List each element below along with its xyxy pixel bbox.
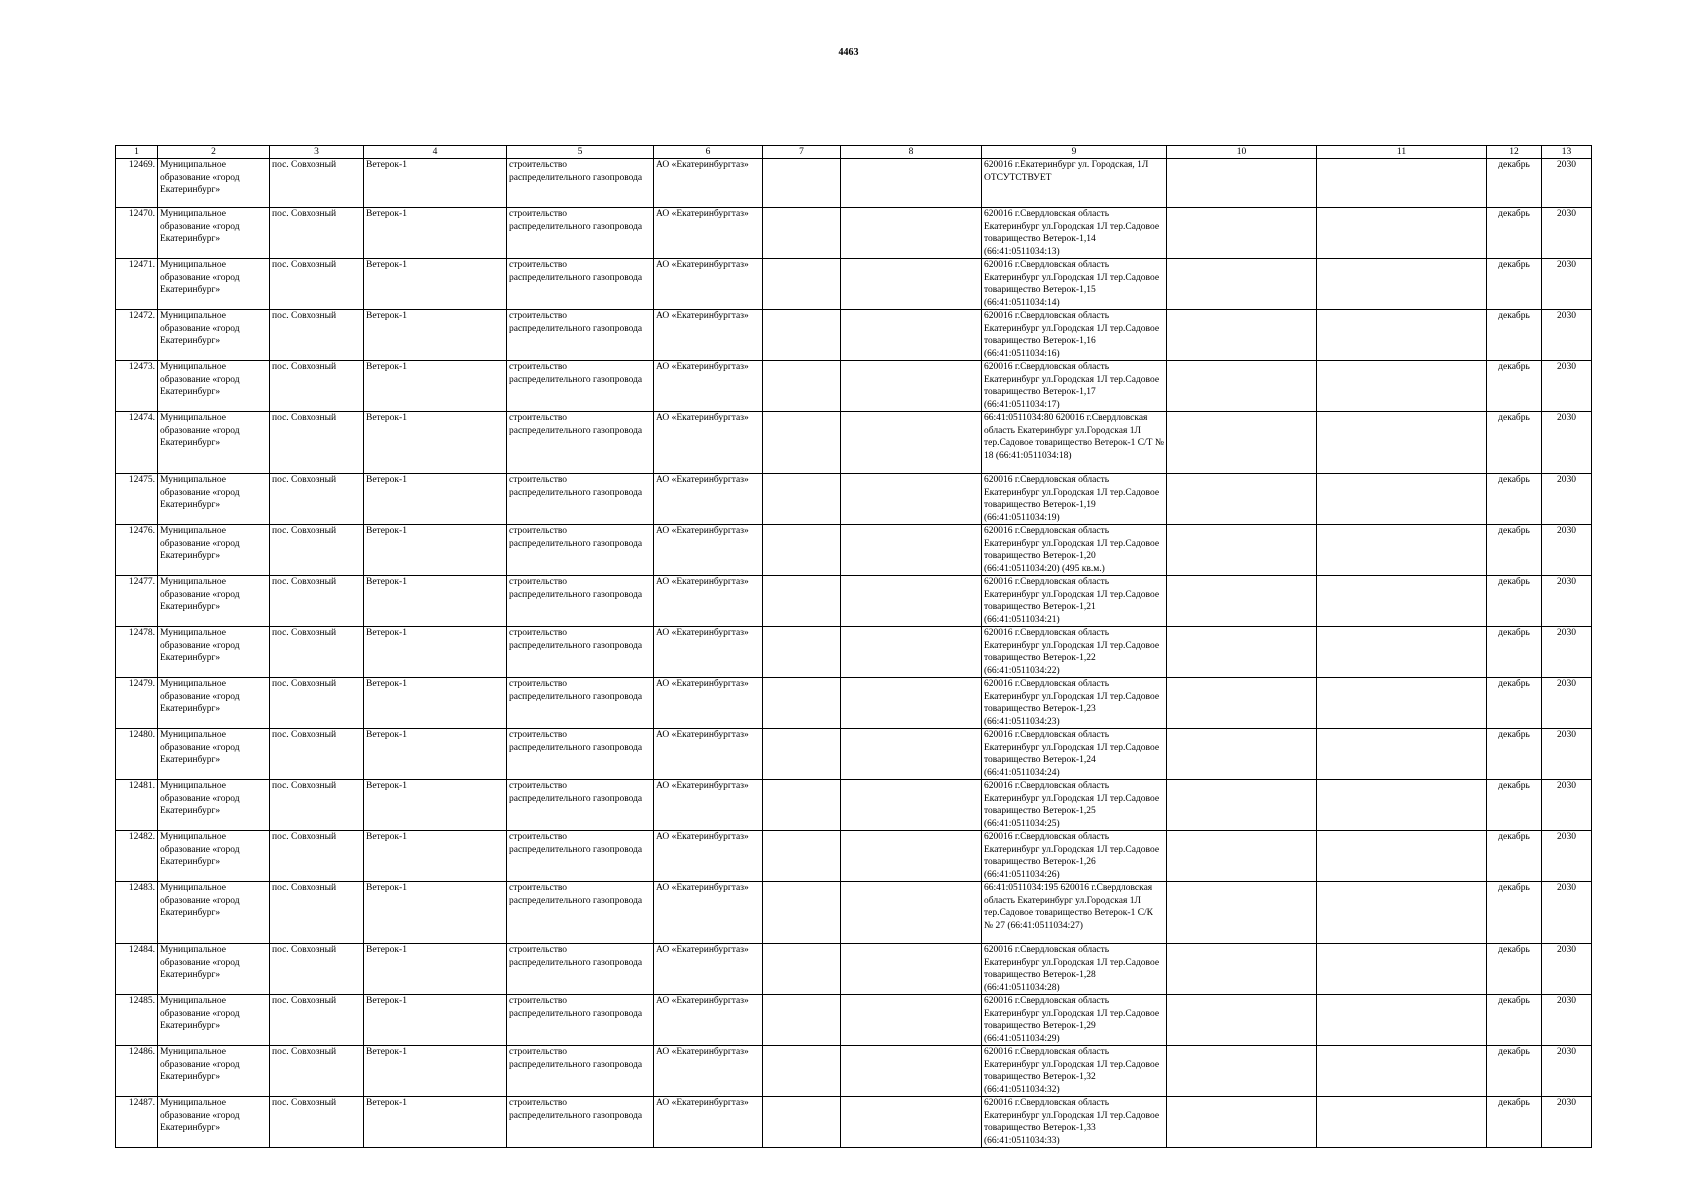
col-7-cell [763, 259, 841, 310]
work-type-cell: строительство распределительного газопровода [507, 1046, 654, 1097]
row-number-cell: 12487. [116, 1097, 158, 1148]
municipality-cell: Муниципальное образование «город Екатеринбург» [158, 474, 270, 525]
col-7-cell [763, 678, 841, 729]
municipality-cell: Муниципальное образование «город Екатеринбург» [158, 729, 270, 780]
col-8-cell [841, 361, 982, 412]
registry-table [115, 145, 1592, 1148]
column-header: 11 [1317, 146, 1487, 159]
col-8-cell [841, 310, 982, 361]
col-11-cell [1317, 831, 1487, 882]
col-10-cell [1167, 474, 1317, 525]
column-header: 1 [116, 146, 158, 159]
col-11-cell [1317, 576, 1487, 627]
table-row [116, 310, 1592, 361]
organization-cell: АО «Екатеринбургтаз» [654, 627, 763, 678]
col-8-cell [841, 259, 982, 310]
month-cell: декабрь [1487, 944, 1542, 995]
municipality-cell: Муниципальное образование «город Екатеринбург» [158, 678, 270, 729]
work-type-cell: строительство распределительного газопровода [507, 259, 654, 310]
work-type-cell: строительство распределительного газопровода [507, 882, 654, 944]
month-cell: декабрь [1487, 361, 1542, 412]
settlement-cell: пос. Совхозный [270, 627, 364, 678]
col-10-cell [1167, 882, 1317, 944]
col-7-cell [763, 995, 841, 1046]
col-8-cell [841, 208, 982, 259]
row-number-cell: 12479. [116, 678, 158, 729]
col-8-cell [841, 678, 982, 729]
col-7-cell [763, 412, 841, 474]
table-row [116, 474, 1592, 525]
territory-cell: Ветерок-1 [364, 944, 507, 995]
organization-cell: АО «Екатеринбургтаз» [654, 159, 763, 208]
col-8-cell [841, 159, 982, 208]
organization-cell: АО «Екатеринбургтаз» [654, 944, 763, 995]
table-row [116, 678, 1592, 729]
col-10-cell [1167, 1097, 1317, 1148]
settlement-cell: пос. Совхозный [270, 412, 364, 474]
address-cell: 66:41:0511034:195 620016 г.Свердловская область Екатеринбург ул.Городская 1Л тер.Садовое товарищество Ветерок-1 С/К № 27 (66:41:0511034:27) [982, 882, 1167, 944]
territory-cell: Ветерок-1 [364, 995, 507, 1046]
col-11-cell [1317, 627, 1487, 678]
work-type-cell: строительство распределительного газопровода [507, 944, 654, 995]
organization-cell: АО «Екатеринбургтаз» [654, 729, 763, 780]
row-number-cell: 12476. [116, 525, 158, 576]
work-type-cell: строительство распределительного газопровода [507, 780, 654, 831]
address-cell: 620016 г.Свердловская область Екатеринбург ул.Городская 1Л тер.Садовое товарищество Ветерок-1,14 (66:41:0511034:13) [982, 208, 1167, 259]
col-8-cell [841, 729, 982, 780]
settlement-cell: пос. Совхозный [270, 525, 364, 576]
settlement-cell: пос. Совхозный [270, 1046, 364, 1097]
table-row [116, 831, 1592, 882]
table-row [116, 259, 1592, 310]
year-cell: 2030 [1542, 882, 1592, 944]
municipality-cell: Муниципальное образование «город Екатеринбург» [158, 412, 270, 474]
address-cell: 620016 г.Свердловская область Екатеринбург ул.Городская 1Л тер.Садовое товарищество Ветерок-1,24 (66:41:0511034:24) [982, 729, 1167, 780]
table-row [116, 159, 1592, 208]
col-8-cell [841, 525, 982, 576]
settlement-cell: пос. Совхозный [270, 310, 364, 361]
col-10-cell [1167, 525, 1317, 576]
col-10-cell [1167, 412, 1317, 474]
territory-cell: Ветерок-1 [364, 361, 507, 412]
territory-cell: Ветерок-1 [364, 576, 507, 627]
col-11-cell [1317, 159, 1487, 208]
col-10-cell [1167, 729, 1317, 780]
table-row [116, 412, 1592, 474]
col-10-cell [1167, 995, 1317, 1046]
organization-cell: АО «Екатеринбургтаз» [654, 1097, 763, 1148]
year-cell: 2030 [1542, 310, 1592, 361]
col-7-cell [763, 310, 841, 361]
territory-cell: Ветерок-1 [364, 678, 507, 729]
row-number-cell: 12478. [116, 627, 158, 678]
col-11-cell [1317, 310, 1487, 361]
municipality-cell: Муниципальное образование «город Екатеринбург» [158, 831, 270, 882]
col-11-cell [1317, 729, 1487, 780]
address-cell: 620016 г.Свердловская область Екатеринбург ул.Городская 1Л тер.Садовое товарищество Ветерок-1,28 (66:41:0511034:28) [982, 944, 1167, 995]
organization-cell: АО «Екатеринбургтаз» [654, 474, 763, 525]
col-7-cell [763, 944, 841, 995]
row-number-cell: 12484. [116, 944, 158, 995]
column-header: 9 [982, 146, 1167, 159]
col-10-cell [1167, 780, 1317, 831]
address-cell: 620016 г.Свердловская область Екатеринбург ул.Городская 1Л тер.Садовое товарищество Ветерок-1,22 (66:41:0511034:22) [982, 627, 1167, 678]
column-header: 2 [158, 146, 270, 159]
year-cell: 2030 [1542, 159, 1592, 208]
territory-cell: Ветерок-1 [364, 627, 507, 678]
col-10-cell [1167, 159, 1317, 208]
work-type-cell: строительство распределительного газопровода [507, 1097, 654, 1148]
col-8-cell [841, 780, 982, 831]
col-8-cell [841, 882, 982, 944]
work-type-cell: строительство распределительного газопровода [507, 576, 654, 627]
year-cell: 2030 [1542, 678, 1592, 729]
territory-cell: Ветерок-1 [364, 831, 507, 882]
address-cell: 620016 г.Свердловская область Екатеринбург ул.Городская 1Л тер.Садовое товарищество Ветерок-1,26 (66:41:0511034:26) [982, 831, 1167, 882]
settlement-cell: пос. Совхозный [270, 159, 364, 208]
col-7-cell [763, 831, 841, 882]
address-cell: 620016 г.Свердловская область Екатеринбург ул.Городская 1Л тер.Садовое товарищество Ветерок-1,15 (66:41:0511034:14) [982, 259, 1167, 310]
month-cell: декабрь [1487, 576, 1542, 627]
col-10-cell [1167, 1046, 1317, 1097]
month-cell: декабрь [1487, 627, 1542, 678]
col-8-cell [841, 627, 982, 678]
year-cell: 2030 [1542, 995, 1592, 1046]
col-10-cell [1167, 678, 1317, 729]
col-8-cell [841, 474, 982, 525]
row-number-cell: 12477. [116, 576, 158, 627]
settlement-cell: пос. Совхозный [270, 361, 364, 412]
territory-cell: Ветерок-1 [364, 310, 507, 361]
table-row [116, 576, 1592, 627]
municipality-cell: Муниципальное образование «город Екатеринбург» [158, 208, 270, 259]
month-cell: декабрь [1487, 831, 1542, 882]
municipality-cell: Муниципальное образование «город Екатеринбург» [158, 1046, 270, 1097]
work-type-cell: строительство распределительного газопровода [507, 678, 654, 729]
organization-cell: АО «Екатеринбургтаз» [654, 1046, 763, 1097]
municipality-cell: Муниципальное образование «город Екатеринбург» [158, 1097, 270, 1148]
territory-cell: Ветерок-1 [364, 208, 507, 259]
year-cell: 2030 [1542, 627, 1592, 678]
col-7-cell [763, 780, 841, 831]
year-cell: 2030 [1542, 1046, 1592, 1097]
row-number-cell: 12480. [116, 729, 158, 780]
col-11-cell [1317, 474, 1487, 525]
address-cell: 620016 г.Свердловская область Екатеринбург ул.Городская 1Л тер.Садовое товарищество Ветерок-1,21 (66:41:0511034:21) [982, 576, 1167, 627]
work-type-cell: строительство распределительного газопровода [507, 729, 654, 780]
column-header: 10 [1167, 146, 1317, 159]
table-row [116, 882, 1592, 944]
organization-cell: АО «Екатеринбургтаз» [654, 361, 763, 412]
col-11-cell [1317, 361, 1487, 412]
table-row [116, 995, 1592, 1046]
municipality-cell: Муниципальное образование «город Екатеринбург» [158, 995, 270, 1046]
organization-cell: АО «Екатеринбургтаз» [654, 678, 763, 729]
table-row [116, 208, 1592, 259]
month-cell: декабрь [1487, 882, 1542, 944]
month-cell: декабрь [1487, 208, 1542, 259]
organization-cell: АО «Екатеринбургтаз» [654, 882, 763, 944]
col-11-cell [1317, 259, 1487, 310]
table-row [116, 627, 1592, 678]
month-cell: декабрь [1487, 259, 1542, 310]
col-8-cell [841, 412, 982, 474]
col-11-cell [1317, 780, 1487, 831]
column-header: 12 [1487, 146, 1542, 159]
organization-cell: АО «Екатеринбургтаз» [654, 310, 763, 361]
settlement-cell: пос. Совхозный [270, 576, 364, 627]
col-11-cell [1317, 995, 1487, 1046]
row-number-cell: 12475. [116, 474, 158, 525]
col-11-cell [1317, 525, 1487, 576]
address-cell: 620016 г.Свердловская область Екатеринбург ул.Городская 1Л тер.Садовое товарищество Ветерок-1,32 (66:41:0511034:32) [982, 1046, 1167, 1097]
work-type-cell: строительство распределительного газопровода [507, 310, 654, 361]
col-7-cell [763, 729, 841, 780]
municipality-cell: Муниципальное образование «город Екатеринбург» [158, 944, 270, 995]
address-cell: 620016 г.Свердловская область Екатеринбург ул.Городская 1Л тер.Садовое товарищество Ветерок-1,23 (66:41:0511034:23) [982, 678, 1167, 729]
address-cell: 620016 г.Свердловская область Екатеринбург ул.Городская 1Л тер.Садовое товарищество Ветерок-1,29 (66:41:0511034:29) [982, 995, 1167, 1046]
work-type-cell: строительство распределительного газопровода [507, 159, 654, 208]
organization-cell: АО «Екатеринбургтаз» [654, 525, 763, 576]
work-type-cell: строительство распределительного газопровода [507, 412, 654, 474]
column-number-header [116, 146, 1592, 159]
territory-cell: Ветерок-1 [364, 729, 507, 780]
organization-cell: АО «Екатеринбургтаз» [654, 831, 763, 882]
organization-cell: АО «Екатеринбургтаз» [654, 576, 763, 627]
row-number-cell: 12472. [116, 310, 158, 361]
row-number-cell: 12473. [116, 361, 158, 412]
address-cell: 620016 г.Свердловская область Екатеринбург ул.Городская 1Л тер.Садовое товарищество Ветерок-1,25 (66:41:0511034:25) [982, 780, 1167, 831]
municipality-cell: Муниципальное образование «город Екатеринбург» [158, 361, 270, 412]
municipality-cell: Муниципальное образование «город Екатеринбург» [158, 576, 270, 627]
settlement-cell: пос. Совхозный [270, 259, 364, 310]
column-header: 6 [654, 146, 763, 159]
table-row [116, 361, 1592, 412]
settlement-cell: пос. Совхозный [270, 678, 364, 729]
year-cell: 2030 [1542, 412, 1592, 474]
column-header: 8 [841, 146, 982, 159]
month-cell: декабрь [1487, 474, 1542, 525]
col-11-cell [1317, 412, 1487, 474]
work-type-cell: строительство распределительного газопровода [507, 361, 654, 412]
col-8-cell [841, 576, 982, 627]
municipality-cell: Муниципальное образование «город Екатеринбург» [158, 259, 270, 310]
col-10-cell [1167, 944, 1317, 995]
col-11-cell [1317, 208, 1487, 259]
col-7-cell [763, 159, 841, 208]
row-number-cell: 12483. [116, 882, 158, 944]
year-cell: 2030 [1542, 944, 1592, 995]
col-7-cell [763, 882, 841, 944]
col-8-cell [841, 944, 982, 995]
municipality-cell: Муниципальное образование «город Екатеринбург» [158, 159, 270, 208]
work-type-cell: строительство распределительного газопровода [507, 208, 654, 259]
col-11-cell [1317, 1097, 1487, 1148]
table-body [116, 159, 1592, 1148]
col-7-cell [763, 1046, 841, 1097]
organization-cell: АО «Екатеринбургтаз» [654, 208, 763, 259]
row-number-cell: 12486. [116, 1046, 158, 1097]
col-7-cell [763, 627, 841, 678]
work-type-cell: строительство распределительного газопровода [507, 995, 654, 1046]
column-header: 13 [1542, 146, 1592, 159]
col-10-cell [1167, 361, 1317, 412]
row-number-cell: 12482. [116, 831, 158, 882]
row-number-cell: 12481. [116, 780, 158, 831]
table-row [116, 780, 1592, 831]
month-cell: декабрь [1487, 1097, 1542, 1148]
settlement-cell: пос. Совхозный [270, 474, 364, 525]
municipality-cell: Муниципальное образование «город Екатеринбург» [158, 882, 270, 944]
year-cell: 2030 [1542, 208, 1592, 259]
territory-cell: Ветерок-1 [364, 525, 507, 576]
table-row [116, 1097, 1592, 1148]
municipality-cell: Муниципальное образование «город Екатеринбург» [158, 780, 270, 831]
month-cell: декабрь [1487, 995, 1542, 1046]
col-11-cell [1317, 882, 1487, 944]
month-cell: декабрь [1487, 678, 1542, 729]
territory-cell: Ветерок-1 [364, 882, 507, 944]
month-cell: декабрь [1487, 729, 1542, 780]
col-11-cell [1317, 1046, 1487, 1097]
settlement-cell: пос. Совхозный [270, 995, 364, 1046]
settlement-cell: пос. Совхозный [270, 831, 364, 882]
row-number-cell: 12474. [116, 412, 158, 474]
address-cell: 620016 г.Свердловская область Екатеринбург ул.Городская 1Л тер.Садовое товарищество Ветерок-1,16 (66:41:0511034:16) [982, 310, 1167, 361]
territory-cell: Ветерок-1 [364, 1046, 507, 1097]
year-cell: 2030 [1542, 576, 1592, 627]
column-header: 4 [364, 146, 507, 159]
month-cell: декабрь [1487, 310, 1542, 361]
col-8-cell [841, 995, 982, 1046]
col-8-cell [841, 1046, 982, 1097]
month-cell: декабрь [1487, 525, 1542, 576]
address-cell: 620016 г.Екатеринбург ул. Городская, 1Л ОТСУТСТВУЕТ [982, 159, 1167, 208]
work-type-cell: строительство распределительного газопровода [507, 474, 654, 525]
row-number-cell: 12469. [116, 159, 158, 208]
organization-cell: АО «Екатеринбургтаз» [654, 780, 763, 831]
territory-cell: Ветерок-1 [364, 259, 507, 310]
organization-cell: АО «Екатеринбургтаз» [654, 259, 763, 310]
settlement-cell: пос. Совхозный [270, 1097, 364, 1148]
row-number-cell: 12470. [116, 208, 158, 259]
municipality-cell: Муниципальное образование «город Екатеринбург» [158, 310, 270, 361]
table-row [116, 525, 1592, 576]
table-row [116, 944, 1592, 995]
month-cell: декабрь [1487, 159, 1542, 208]
month-cell: декабрь [1487, 780, 1542, 831]
year-cell: 2030 [1542, 729, 1592, 780]
column-header: 7 [763, 146, 841, 159]
column-header: 3 [270, 146, 364, 159]
work-type-cell: строительство распределительного газопровода [507, 627, 654, 678]
territory-cell: Ветерок-1 [364, 412, 507, 474]
territory-cell: Ветерок-1 [364, 1097, 507, 1148]
col-10-cell [1167, 259, 1317, 310]
organization-cell: АО «Екатеринбургтаз» [654, 412, 763, 474]
col-7-cell [763, 525, 841, 576]
col-10-cell [1167, 831, 1317, 882]
settlement-cell: пос. Совхозный [270, 944, 364, 995]
address-cell: 66:41:0511034:80 620016 г.Свердловская область Екатеринбург ул.Городская 1Л тер.Садовое товарищество Ветерок-1 С/Т № 18 (66:41:0511034:18) [982, 412, 1167, 474]
row-number-cell: 12471. [116, 259, 158, 310]
col-10-cell [1167, 310, 1317, 361]
month-cell: декабрь [1487, 1046, 1542, 1097]
municipality-cell: Муниципальное образование «город Екатеринбург» [158, 627, 270, 678]
year-cell: 2030 [1542, 831, 1592, 882]
territory-cell: Ветерок-1 [364, 159, 507, 208]
work-type-cell: строительство распределительного газопровода [507, 831, 654, 882]
col-7-cell [763, 361, 841, 412]
address-cell: 620016 г.Свердловская область Екатеринбург ул.Городская 1Л тер.Садовое товарищество Ветерок-1,20 (66:41:0511034:20) (495 кв.м.) [982, 525, 1167, 576]
col-10-cell [1167, 208, 1317, 259]
table-row [116, 1046, 1592, 1097]
page-number: 4463 [838, 47, 859, 58]
year-cell: 2030 [1542, 474, 1592, 525]
col-7-cell [763, 1097, 841, 1148]
col-7-cell [763, 474, 841, 525]
settlement-cell: пос. Совхозный [270, 780, 364, 831]
address-cell: 620016 г.Свердловская область Екатеринбург ул.Городская 1Л тер.Садовое товарищество Ветерок-1,17 (66:41:0511034:17) [982, 361, 1167, 412]
col-10-cell [1167, 627, 1317, 678]
address-cell: 620016 г.Свердловская область Екатеринбург ул.Городская 1Л тер.Садовое товарищество Ветерок-1,19 (66:41:0511034:19) [982, 474, 1167, 525]
col-7-cell [763, 576, 841, 627]
col-11-cell [1317, 944, 1487, 995]
year-cell: 2030 [1542, 525, 1592, 576]
settlement-cell: пос. Совхозный [270, 882, 364, 944]
municipality-cell: Муниципальное образование «город Екатеринбург» [158, 525, 270, 576]
year-cell: 2030 [1542, 361, 1592, 412]
col-7-cell [763, 208, 841, 259]
year-cell: 2030 [1542, 780, 1592, 831]
address-cell: 620016 г.Свердловская область Екатеринбург ул.Городская 1Л тер.Садовое товарищество Ветерок-1,33 (66:41:0511034:33) [982, 1097, 1167, 1148]
territory-cell: Ветерок-1 [364, 474, 507, 525]
settlement-cell: пос. Совхозный [270, 208, 364, 259]
year-cell: 2030 [1542, 259, 1592, 310]
organization-cell: АО «Екатеринбургтаз» [654, 995, 763, 1046]
settlement-cell: пос. Совхозный [270, 729, 364, 780]
col-8-cell [841, 1097, 982, 1148]
year-cell: 2030 [1542, 1097, 1592, 1148]
table-row [116, 729, 1592, 780]
col-10-cell [1167, 576, 1317, 627]
month-cell: декабрь [1487, 412, 1542, 474]
row-number-cell: 12485. [116, 995, 158, 1046]
col-8-cell [841, 831, 982, 882]
column-header: 5 [507, 146, 654, 159]
territory-cell: Ветерок-1 [364, 780, 507, 831]
col-11-cell [1317, 678, 1487, 729]
work-type-cell: строительство распределительного газопровода [507, 525, 654, 576]
